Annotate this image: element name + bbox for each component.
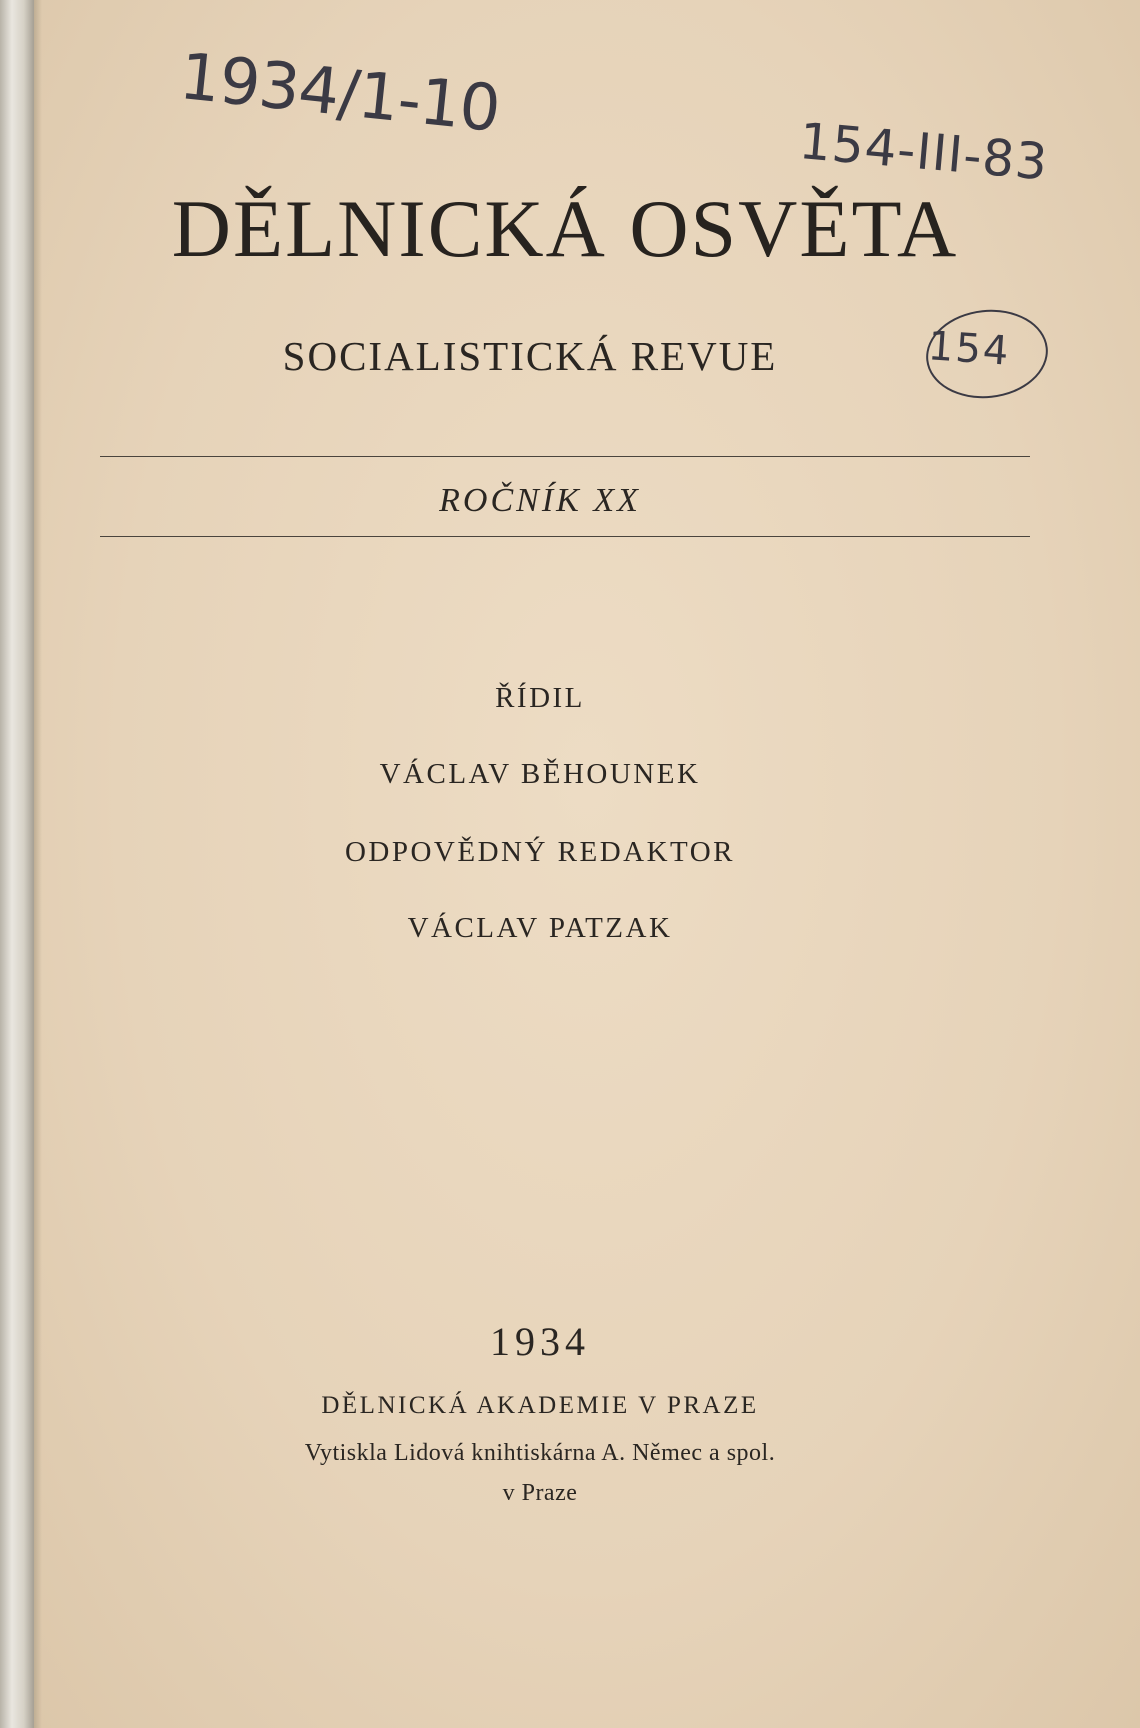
title-page [34,0,1140,1728]
volume-label: ROČNÍK XX [439,482,641,519]
responsible-editor-label: ODPOVĚDNÝ REDAKTOR [344,836,736,868]
responsible-editor-name: VÁCLAV PATZAK [407,912,673,944]
page-gutter-shadow [34,0,42,1728]
publication-year: 1934 [490,1319,590,1364]
editor-label: ŘÍDIL [495,682,585,714]
handwritten-note-top-right: 154-III-83 [796,112,1051,192]
publication-title: DĚLNICKÁ OSVĚTA [171,183,959,274]
book-spine [0,0,34,1728]
printer-place: v Praze [502,1480,578,1506]
handwritten-note-circled: 154 [926,323,1012,375]
handwritten-note-top-left: 1934/1-10 [176,40,503,148]
divider-rule-bottom [100,536,1030,537]
printer-line: Vytiskla Lidová knihtiskárna A. Němec a spol. [304,1440,776,1466]
publisher-name: DĚLNICKÁ AKADEMIE V PRAZE [321,1392,759,1419]
editor-name: VÁCLAV BĚHOUNEK [379,758,701,790]
divider-rule-top [100,456,1030,457]
publication-subtitle: SOCIALISTICKÁ REVUE [282,333,778,379]
